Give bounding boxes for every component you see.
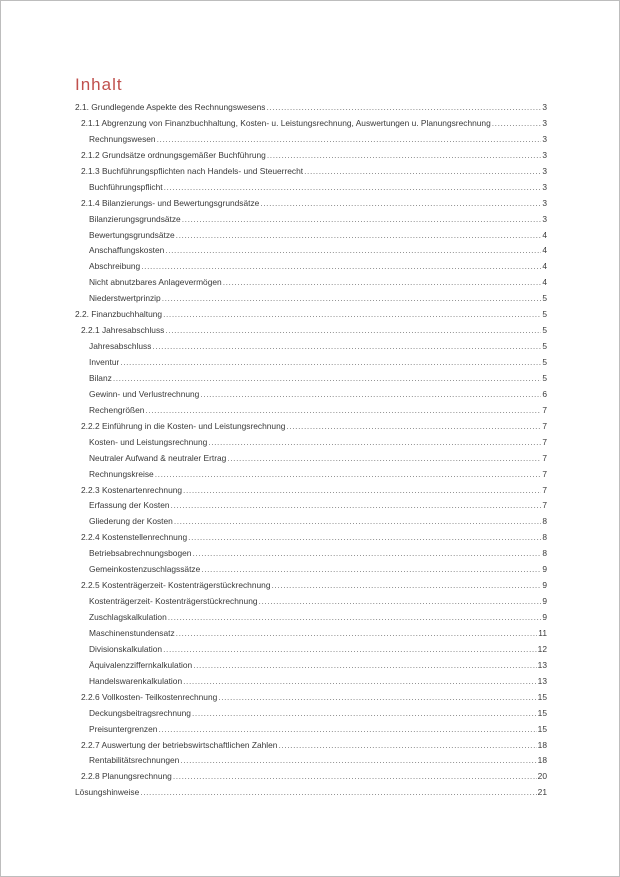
toc-dot-leader [120, 355, 541, 371]
toc-entry[interactable] [75, 530, 547, 546]
toc-entry[interactable] [75, 642, 547, 658]
toc-entry-page-number: 18 [537, 739, 547, 750]
toc-entry[interactable] [75, 196, 547, 212]
toc-entry-page-number: 5 [542, 357, 547, 367]
toc-entry-page-number: 3 [542, 197, 547, 208]
toc-entry[interactable] [75, 785, 547, 801]
toc-entry-page-number: 9 [542, 580, 547, 591]
toc-entry-label: Gemeinkostenzuschlagssätze [89, 564, 201, 575]
toc-entry[interactable] [75, 243, 547, 259]
toc-entry-page-number: 8 [542, 516, 547, 527]
toc-entry-page-number: 7 [542, 500, 547, 511]
toc-dot-leader [158, 722, 536, 738]
toc-entry-page-number: 7 [542, 404, 547, 415]
toc-dot-leader [192, 546, 541, 562]
toc-entry-page-number: 12 [537, 643, 547, 654]
toc-entry-page-number: 7 [542, 452, 547, 463]
toc-entry[interactable] [75, 769, 547, 785]
toc-entry-page-number: 15 [537, 707, 547, 718]
toc-dot-leader [171, 498, 542, 514]
toc-title: Inhalt [75, 75, 123, 94]
toc-dot-leader [188, 530, 541, 546]
toc-entry-label: Rechengrößen [89, 404, 145, 415]
toc-entry-label: Jahresabschluss [89, 341, 152, 352]
toc-dot-leader [163, 307, 541, 323]
toc-entry[interactable] [75, 403, 547, 419]
toc-entry-label: Neutraler Aufwand & neutraler Ertrag [89, 452, 227, 463]
toc-entry[interactable] [75, 419, 547, 435]
toc-entry-page-number: 9 [542, 612, 547, 622]
toc-dot-leader [168, 610, 542, 626]
toc-entry[interactable] [75, 690, 547, 706]
toc-entry-page-number: 5 [542, 325, 547, 336]
toc-entry[interactable] [75, 100, 547, 116]
toc-entry-page-number: 7 [542, 468, 547, 479]
toc-entry-label: Betriebsabrechnungsbogen [89, 548, 192, 559]
toc-entry[interactable] [75, 148, 547, 164]
toc-entry[interactable] [75, 483, 547, 499]
toc-entry-label: Äquivalenzziffernkalkulation [89, 659, 193, 670]
toc-entry[interactable] [75, 610, 547, 626]
toc-dot-leader [145, 403, 541, 419]
toc-entry[interactable] [75, 275, 547, 291]
toc-dot-leader [113, 371, 542, 387]
toc-entry-label: Preisuntergrenzen [89, 723, 158, 734]
toc-entry-label: Gliederung der Kosten [89, 516, 173, 527]
toc-entry-label: Lösungshinweise [75, 787, 140, 798]
toc-dot-leader [200, 387, 541, 403]
toc-entry[interactable] [75, 307, 547, 323]
toc-entry-page-number: 5 [542, 309, 547, 320]
toc-entry-label: Bewertungsgrundsätze [89, 229, 175, 240]
toc-entry[interactable] [75, 578, 547, 594]
toc-entry-page-number: 3 [542, 165, 547, 176]
toc-entry-label: 2.1.3 Buchführungspflichten nach Handels- und Steuerrecht [81, 165, 304, 176]
toc-entry-label: Rechnungswesen [89, 133, 156, 144]
toc-entry-page-number: 3 [542, 213, 547, 224]
toc-dot-leader [227, 451, 541, 467]
toc-dot-leader [163, 642, 537, 658]
toc-entry-page-number: 3 [542, 133, 547, 144]
toc-dot-leader [140, 785, 536, 801]
toc-entry[interactable] [75, 387, 547, 403]
toc-entry-label: Kosten- und Leistungsrechnung [89, 436, 208, 447]
toc-entry-label: Bilanzierungsgrundsätze [89, 213, 181, 224]
table-of-contents [75, 100, 547, 801]
toc-dot-leader [176, 228, 542, 244]
toc-entry[interactable] [75, 116, 547, 132]
toc-entry-page-number: 8 [542, 548, 547, 559]
toc-entry[interactable] [75, 371, 547, 387]
toc-entry[interactable] [75, 514, 547, 530]
toc-entry[interactable] [75, 323, 547, 339]
toc-dot-leader [183, 674, 537, 690]
toc-entry[interactable] [75, 164, 547, 180]
toc-entry-label: Divisionskalkulation [89, 643, 163, 654]
toc-entry[interactable] [75, 467, 547, 483]
toc-entry-page-number: 3 [542, 102, 547, 112]
toc-dot-leader [492, 116, 542, 132]
toc-entry-label: Rentabilitätsrechnungen [89, 755, 180, 766]
toc-entry-label: 2.1. Grundlegende Aspekte des Rechnungswesens [75, 102, 266, 112]
toc-entry-label: Maschinenstundensatz [89, 627, 175, 638]
toc-entry-page-number: 7 [542, 420, 547, 431]
toc-dot-leader [165, 243, 541, 259]
toc-entry-label: 2.2.3 Kostenartenrechnung [81, 484, 183, 495]
toc-entry-label: 2.2.4 Kostenstellenrechnung [81, 532, 188, 543]
toc-entry-label: Bilanz [89, 372, 112, 383]
toc-entry-page-number: 8 [542, 532, 547, 543]
toc-dot-leader [182, 212, 542, 228]
toc-entry-page-number: 9 [542, 596, 547, 607]
toc-entry[interactable] [75, 180, 547, 196]
toc-entry-page-number: 13 [537, 659, 547, 670]
toc-entry[interactable] [75, 212, 547, 228]
toc-entry-page-number: 20 [537, 771, 547, 782]
toc-entry-label: Deckungsbeitragsrechnung [89, 707, 191, 718]
toc-entry-page-number: 4 [542, 229, 547, 240]
toc-dot-leader [164, 180, 542, 196]
toc-dot-leader [286, 419, 541, 435]
toc-entry-page-number: 7 [542, 484, 547, 495]
toc-entry[interactable] [75, 228, 547, 244]
toc-entry-label: 2.1.4 Bilanzierungs- und Bewertungsgrundsätze [81, 197, 260, 208]
toc-dot-leader [141, 259, 541, 275]
toc-dot-leader [304, 164, 541, 180]
toc-entry-page-number: 3 [542, 149, 547, 160]
toc-entry[interactable] [75, 259, 547, 275]
toc-dot-leader [165, 323, 541, 339]
toc-entry[interactable] [75, 658, 547, 674]
toc-entry-label: 2.2.2 Einführung in die Kosten- und Leistungsrechnung [81, 420, 286, 431]
toc-dot-leader [180, 753, 536, 769]
toc-entry-label: Inventur [89, 357, 120, 367]
toc-entry-label: 2.2.7 Auswertung der betriebswirtschaftlichen Zahlen [81, 739, 278, 750]
toc-entry[interactable] [75, 722, 547, 738]
toc-entry-label: Niederstwertprinzip [89, 293, 161, 304]
toc-entry[interactable] [75, 738, 547, 754]
toc-entry[interactable] [75, 132, 547, 148]
toc-dot-leader [208, 435, 541, 451]
toc-entry-label: Handelswarenkalkulation [89, 675, 183, 686]
toc-dot-leader [162, 291, 542, 307]
toc-entry-page-number: 5 [542, 341, 547, 352]
toc-entry[interactable] [75, 435, 547, 451]
toc-entry-page-number: 18 [537, 755, 547, 766]
toc-entry-page-number: 4 [542, 277, 547, 288]
toc-entry-page-number: 11 [538, 627, 547, 638]
toc-dot-leader [223, 275, 542, 291]
toc-entry[interactable] [75, 498, 547, 514]
toc-entry-label: Abschreibung [89, 261, 141, 272]
toc-dot-leader [176, 626, 538, 642]
toc-entry-page-number: 3 [542, 181, 547, 192]
toc-entry-page-number: 21 [537, 787, 547, 798]
toc-entry[interactable] [75, 562, 547, 578]
toc-entry-page-number: 4 [542, 245, 547, 256]
toc-entry-label: 2.2.6 Vollkosten- Teilkostenrechnung [81, 691, 218, 702]
toc-dot-leader [267, 148, 541, 164]
toc-dot-leader [193, 658, 536, 674]
toc-dot-leader [174, 514, 542, 530]
toc-entry-page-number: 9 [542, 564, 547, 575]
toc-entry[interactable] [75, 546, 547, 562]
toc-entry-page-number: 13 [537, 675, 547, 686]
toc-dot-leader [259, 594, 542, 610]
toc-entry-label: 2.2.5 Kostenträgerzeit- Kostenträgerstückrechnung [81, 580, 271, 591]
toc-entry-page-number: 15 [537, 723, 547, 734]
toc-entry-label: Kostenträgerzeit- Kostenträgerstückrechnung [89, 596, 258, 607]
toc-dot-leader [192, 706, 537, 722]
toc-entry-label: Erfassung der Kosten [89, 500, 170, 511]
toc-entry-label: Nicht abnutzbares Anlagevermögen [89, 277, 222, 288]
toc-entry-label: 2.1.1 Abgrenzung von Finanzbuchhaltung, Kosten- u. Leistungsrechnung, Auswertungen u. Planungsrechnung [81, 117, 491, 128]
toc-entry[interactable] [75, 626, 547, 642]
toc-entry-label: 2.2. Finanzbuchhaltung [75, 309, 163, 320]
toc-dot-leader [183, 483, 541, 499]
toc-entry-label: 2.2.1 Jahresabschluss [81, 325, 165, 336]
toc-entry[interactable] [75, 355, 547, 371]
toc-entry[interactable] [75, 674, 547, 690]
toc-entry-page-number: 6 [542, 388, 547, 399]
toc-dot-leader [218, 690, 536, 706]
toc-entry-label: 2.1.2 Grundsätze ordnungsgemäßer Buchführung [81, 149, 266, 160]
toc-dot-leader [157, 132, 542, 148]
toc-dot-leader [278, 738, 536, 754]
toc-entry-label: Gewinn- und Verlustrechnung [89, 388, 200, 399]
toc-entry-label: Rechnungskreise [89, 468, 154, 479]
toc-entry[interactable] [75, 291, 547, 307]
toc-entry-label: Buchführungspflicht [89, 181, 163, 192]
toc-dot-leader [260, 196, 541, 212]
toc-entry-page-number: 5 [542, 372, 547, 383]
toc-dot-leader [201, 562, 541, 578]
toc-entry[interactable] [75, 706, 547, 722]
toc-entry-label: Anschaffungskosten [89, 245, 165, 256]
toc-entry-page-number: 3 [542, 117, 547, 128]
toc-dot-leader [152, 339, 541, 355]
toc-dot-leader [266, 100, 541, 116]
toc-entry-page-number: 5 [542, 293, 547, 304]
toc-entry-page-number: 7 [542, 436, 547, 447]
toc-entry[interactable] [75, 753, 547, 769]
toc-entry[interactable] [75, 594, 547, 610]
toc-entry[interactable] [75, 339, 547, 355]
toc-entry-page-number: 4 [542, 261, 547, 272]
toc-dot-leader [173, 769, 537, 785]
toc-entry-label: 2.2.8 Planungsrechnung [81, 771, 172, 782]
toc-dot-leader [271, 578, 541, 594]
toc-dot-leader [155, 467, 542, 483]
toc-entry-page-number: 15 [537, 691, 547, 702]
toc-entry[interactable] [75, 451, 547, 467]
toc-entry-label: Zuschlagskalkulation [89, 612, 167, 622]
